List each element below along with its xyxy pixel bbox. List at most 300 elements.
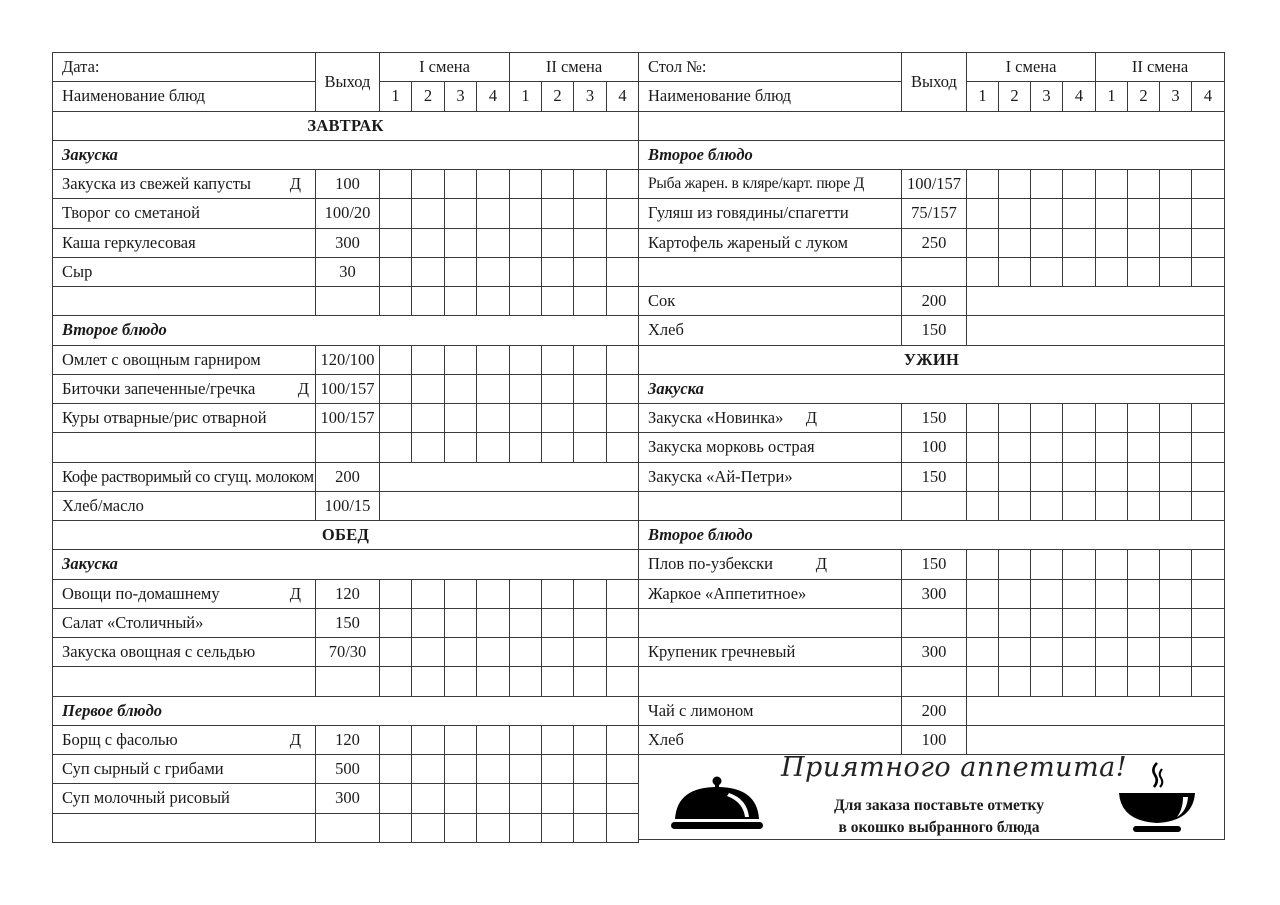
order-checkbox[interactable]	[445, 725, 477, 754]
order-checkbox[interactable]	[1031, 433, 1063, 462]
order-checkbox[interactable]	[1031, 462, 1063, 491]
dish-name-blank[interactable]	[53, 667, 316, 696]
order-checkbox[interactable]	[574, 228, 607, 257]
order-checkbox[interactable]	[1031, 199, 1063, 228]
order-checkbox[interactable]	[477, 813, 510, 842]
order-checkbox[interactable]	[542, 725, 574, 754]
order-checkbox[interactable]	[607, 579, 639, 608]
order-checkbox[interactable]	[477, 784, 510, 813]
order-checkbox[interactable]	[607, 608, 639, 637]
order-checkbox[interactable]	[477, 345, 510, 374]
order-checkbox[interactable]	[967, 462, 999, 491]
order-checkbox[interactable]	[999, 257, 1031, 286]
order-checkbox[interactable]	[510, 404, 542, 433]
order-checkbox[interactable]	[380, 228, 412, 257]
order-checkbox[interactable]	[477, 170, 510, 199]
order-checkbox[interactable]	[412, 725, 445, 754]
order-checkbox[interactable]	[607, 199, 639, 228]
order-checkbox[interactable]	[967, 579, 999, 608]
order-checkbox[interactable]	[380, 404, 412, 433]
order-checkbox[interactable]	[380, 199, 412, 228]
order-checkbox[interactable]	[999, 608, 1031, 637]
dish-name: Омлет с овощным гарниром	[53, 345, 316, 374]
order-checkbox[interactable]	[477, 667, 510, 696]
order-checkbox[interactable]	[1096, 462, 1128, 491]
col-num: 4	[477, 82, 510, 111]
category-first: Первое блюдо	[53, 696, 639, 725]
table-row	[53, 228, 639, 257]
col-num: 2	[412, 82, 445, 111]
order-checkbox[interactable]	[1128, 579, 1160, 608]
dish-output-blank[interactable]	[902, 257, 967, 286]
order-checkbox[interactable]	[1063, 491, 1096, 520]
dish-output: 200	[902, 287, 967, 316]
order-checkbox[interactable]	[445, 638, 477, 667]
order-checkbox[interactable]	[1063, 667, 1096, 696]
order-checkbox[interactable]	[1063, 257, 1096, 286]
col-num: 2	[1128, 82, 1160, 111]
order-checkbox[interactable]	[1160, 199, 1192, 228]
order-checkbox[interactable]	[1031, 228, 1063, 257]
order-checkbox[interactable]	[412, 257, 445, 286]
col-num: 1	[1096, 82, 1128, 111]
order-checkbox[interactable]	[445, 257, 477, 286]
order-checkbox[interactable]	[445, 199, 477, 228]
order-checkbox[interactable]	[999, 199, 1031, 228]
order-hint-line2: в окошко выбранного блюда	[838, 819, 1040, 836]
order-checkbox[interactable]	[477, 228, 510, 257]
order-checkbox[interactable]	[574, 257, 607, 286]
order-checkbox[interactable]	[542, 608, 574, 637]
order-checkbox[interactable]	[1160, 228, 1192, 257]
order-checkbox[interactable]	[445, 287, 477, 316]
order-checkbox[interactable]	[1063, 462, 1096, 491]
dish-name-blank[interactable]	[53, 813, 316, 842]
order-checkbox[interactable]	[607, 784, 639, 813]
order-checkbox[interactable]	[1096, 257, 1128, 286]
order-checkbox[interactable]	[967, 228, 999, 257]
order-checkbox[interactable]	[1063, 579, 1096, 608]
order-checkbox[interactable]	[1031, 404, 1063, 433]
dish-name: Творог со сметаной	[53, 199, 316, 228]
order-checkbox[interactable]	[1031, 550, 1063, 579]
order-checkbox[interactable]	[1096, 550, 1128, 579]
order-checkbox[interactable]	[510, 345, 542, 374]
order-checkbox[interactable]	[542, 667, 574, 696]
order-checkbox[interactable]	[1160, 404, 1192, 433]
order-checkbox[interactable]	[1192, 579, 1225, 608]
order-checkbox[interactable]	[542, 404, 574, 433]
order-checkbox[interactable]	[1096, 170, 1128, 199]
order-checkbox[interactable]	[607, 345, 639, 374]
order-checkbox[interactable]	[510, 287, 542, 316]
order-checkbox[interactable]	[510, 813, 542, 842]
order-checkbox[interactable]	[380, 170, 412, 199]
order-checkbox[interactable]	[412, 813, 445, 842]
dish-output: 150	[902, 462, 967, 491]
col-num: 4	[607, 82, 639, 111]
order-checkbox[interactable]	[1160, 433, 1192, 462]
order-checkbox[interactable]	[510, 170, 542, 199]
order-checkbox[interactable]	[999, 638, 1031, 667]
order-checkbox[interactable]	[1128, 257, 1160, 286]
order-checkbox[interactable]	[1128, 228, 1160, 257]
order-checkbox[interactable]	[1096, 199, 1128, 228]
order-checkbox[interactable]	[574, 579, 607, 608]
order-checkbox[interactable]	[510, 608, 542, 637]
order-checkbox[interactable]	[412, 345, 445, 374]
shift2-header: II смена	[510, 53, 639, 82]
order-checkbox[interactable]	[510, 725, 542, 754]
order-checkbox[interactable]	[967, 638, 999, 667]
dish-name-blank[interactable]	[639, 491, 902, 520]
dish-output-blank[interactable]	[316, 813, 380, 842]
order-checkbox[interactable]	[574, 345, 607, 374]
order-checkbox[interactable]	[1192, 550, 1225, 579]
order-checkbox[interactable]	[445, 667, 477, 696]
order-checkbox[interactable]	[1160, 579, 1192, 608]
order-checkbox[interactable]	[999, 550, 1031, 579]
order-checkbox[interactable]	[1031, 638, 1063, 667]
order-checkbox[interactable]	[380, 813, 412, 842]
order-checkbox[interactable]	[1160, 608, 1192, 637]
order-checkbox[interactable]	[1128, 170, 1160, 199]
order-checkbox[interactable]	[412, 287, 445, 316]
dish-output: 250	[902, 228, 967, 257]
order-checkbox[interactable]	[574, 433, 607, 462]
order-checkbox[interactable]	[574, 608, 607, 637]
order-checkbox[interactable]	[445, 404, 477, 433]
order-checkbox[interactable]	[380, 755, 412, 784]
order-checkbox[interactable]	[967, 404, 999, 433]
order-checkbox[interactable]	[1128, 199, 1160, 228]
cloche-icon	[669, 775, 765, 833]
order-checkbox[interactable]	[477, 725, 510, 754]
order-checkbox[interactable]	[542, 579, 574, 608]
order-checkbox[interactable]	[412, 579, 445, 608]
order-checkbox[interactable]	[607, 667, 639, 696]
order-checkbox[interactable]	[445, 170, 477, 199]
order-checkbox[interactable]	[999, 433, 1031, 462]
order-checkbox[interactable]	[1192, 257, 1225, 286]
order-checkbox[interactable]	[445, 579, 477, 608]
order-checkbox[interactable]	[1063, 550, 1096, 579]
order-checkbox[interactable]	[380, 608, 412, 637]
order-checkbox[interactable]	[542, 784, 574, 813]
order-checkbox[interactable]	[412, 755, 445, 784]
table-row	[639, 579, 1225, 608]
order-checkbox[interactable]	[967, 257, 999, 286]
drink-blank-area	[967, 696, 1225, 725]
order-checkbox[interactable]	[542, 638, 574, 667]
order-checkbox[interactable]	[412, 667, 445, 696]
order-checkbox[interactable]	[1031, 667, 1063, 696]
order-checkbox[interactable]	[1128, 608, 1160, 637]
order-checkbox[interactable]	[1160, 170, 1192, 199]
order-checkbox[interactable]	[510, 667, 542, 696]
order-checkbox[interactable]	[445, 813, 477, 842]
order-checkbox[interactable]	[412, 638, 445, 667]
order-checkbox[interactable]	[477, 287, 510, 316]
order-checkbox[interactable]	[1031, 608, 1063, 637]
order-checkbox[interactable]	[542, 813, 574, 842]
table-row	[639, 462, 1225, 491]
order-checkbox[interactable]	[967, 199, 999, 228]
table-number-label[interactable]: Стол №:	[639, 53, 902, 82]
order-checkbox[interactable]	[574, 813, 607, 842]
order-checkbox[interactable]	[477, 579, 510, 608]
order-checkbox[interactable]	[1096, 638, 1128, 667]
order-checkbox[interactable]	[412, 784, 445, 813]
order-checkbox[interactable]	[445, 374, 477, 403]
order-checkbox[interactable]	[1192, 608, 1225, 637]
order-checkbox[interactable]	[510, 433, 542, 462]
order-checkbox[interactable]	[542, 755, 574, 784]
order-checkbox[interactable]	[1192, 462, 1225, 491]
dish-output-blank[interactable]	[316, 667, 380, 696]
dish-output-blank[interactable]	[902, 667, 967, 696]
order-checkbox[interactable]	[999, 462, 1031, 491]
order-checkbox[interactable]	[1096, 433, 1128, 462]
order-checkbox[interactable]	[1160, 491, 1192, 520]
dish-name: Салат «Столичный»	[53, 608, 316, 637]
order-checkbox[interactable]	[607, 170, 639, 199]
order-checkbox[interactable]	[380, 287, 412, 316]
order-checkbox[interactable]	[999, 404, 1031, 433]
order-checkbox[interactable]	[380, 784, 412, 813]
order-checkbox[interactable]	[1063, 170, 1096, 199]
dish-output-blank[interactable]	[902, 491, 967, 520]
order-checkbox[interactable]	[607, 638, 639, 667]
order-checkbox[interactable]	[412, 170, 445, 199]
order-checkbox[interactable]	[607, 257, 639, 286]
order-checkbox[interactable]	[967, 433, 999, 462]
order-checkbox[interactable]	[412, 608, 445, 637]
order-checkbox[interactable]	[477, 404, 510, 433]
order-checkbox[interactable]	[510, 257, 542, 286]
order-checkbox[interactable]	[607, 755, 639, 784]
order-checkbox[interactable]	[1192, 667, 1225, 696]
order-checkbox[interactable]	[380, 345, 412, 374]
order-checkbox[interactable]	[380, 667, 412, 696]
order-checkbox[interactable]	[574, 199, 607, 228]
order-checkbox[interactable]	[607, 404, 639, 433]
order-checkbox[interactable]	[1096, 491, 1128, 520]
order-checkbox[interactable]	[1063, 638, 1096, 667]
order-checkbox[interactable]	[445, 433, 477, 462]
dish-output: 75/157	[902, 199, 967, 228]
order-checkbox[interactable]	[477, 257, 510, 286]
order-checkbox[interactable]	[607, 374, 639, 403]
dish-name: Жаркое «Аппетитное»	[639, 579, 902, 608]
order-checkbox[interactable]	[477, 374, 510, 403]
dish-name-blank[interactable]	[639, 667, 902, 696]
order-checkbox[interactable]	[1063, 404, 1096, 433]
order-checkbox[interactable]	[542, 345, 574, 374]
order-checkbox[interactable]	[380, 725, 412, 754]
order-checkbox[interactable]	[1128, 667, 1160, 696]
order-checkbox[interactable]	[445, 608, 477, 637]
dish-name-blank[interactable]	[639, 257, 902, 286]
order-checkbox[interactable]	[445, 345, 477, 374]
order-checkbox[interactable]	[542, 433, 574, 462]
order-checkbox[interactable]	[1128, 433, 1160, 462]
order-checkbox[interactable]	[380, 638, 412, 667]
dish-output: 150	[902, 316, 967, 345]
order-checkbox[interactable]	[999, 170, 1031, 199]
order-checkbox[interactable]	[1160, 257, 1192, 286]
soup-bowl-icon	[1117, 759, 1197, 835]
dish-name: Закуска «Ай-Петри»	[639, 462, 902, 491]
table-row	[53, 784, 639, 813]
order-checkbox[interactable]	[542, 257, 574, 286]
order-checkbox[interactable]	[1096, 608, 1128, 637]
order-checkbox[interactable]	[607, 433, 639, 462]
order-checkbox[interactable]	[1031, 491, 1063, 520]
diet-mark: Д	[289, 729, 301, 749]
order-checkbox[interactable]	[1096, 667, 1128, 696]
order-checkbox[interactable]	[574, 755, 607, 784]
order-checkbox[interactable]	[445, 755, 477, 784]
order-checkbox[interactable]	[542, 170, 574, 199]
order-checkbox[interactable]	[445, 784, 477, 813]
order-checkbox[interactable]	[1096, 228, 1128, 257]
order-checkbox[interactable]	[510, 755, 542, 784]
order-checkbox[interactable]	[967, 491, 999, 520]
order-checkbox[interactable]	[380, 579, 412, 608]
order-checkbox[interactable]	[412, 433, 445, 462]
order-checkbox[interactable]	[574, 725, 607, 754]
dish-output-blank[interactable]	[316, 287, 380, 316]
order-checkbox[interactable]	[607, 725, 639, 754]
order-checkbox[interactable]	[1063, 228, 1096, 257]
order-checkbox[interactable]	[542, 374, 574, 403]
table-row-drink	[639, 725, 1225, 754]
order-checkbox[interactable]	[477, 755, 510, 784]
order-checkbox[interactable]	[477, 638, 510, 667]
dish-name-blank[interactable]	[53, 287, 316, 316]
right-menu-table	[638, 52, 1225, 840]
order-checkbox[interactable]	[1192, 199, 1225, 228]
table-row-empty	[53, 433, 639, 462]
order-checkbox[interactable]	[412, 228, 445, 257]
order-checkbox[interactable]	[380, 257, 412, 286]
order-checkbox[interactable]	[510, 784, 542, 813]
order-checkbox[interactable]	[999, 579, 1031, 608]
order-checkbox[interactable]	[999, 667, 1031, 696]
order-checkbox[interactable]	[1031, 257, 1063, 286]
order-checkbox[interactable]	[999, 228, 1031, 257]
order-checkbox[interactable]	[1160, 667, 1192, 696]
order-checkbox[interactable]	[380, 374, 412, 403]
order-checkbox[interactable]	[1128, 404, 1160, 433]
order-checkbox[interactable]	[477, 199, 510, 228]
dish-output-blank[interactable]	[902, 608, 967, 637]
order-checkbox[interactable]	[967, 608, 999, 637]
dish-output: 100/157	[902, 170, 967, 199]
order-checkbox[interactable]	[1192, 491, 1225, 520]
order-checkbox[interactable]	[542, 287, 574, 316]
order-checkbox[interactable]	[412, 199, 445, 228]
dish-name: Биточки запеченные/гречка Д	[53, 374, 316, 403]
meal-title-dinner: УЖИН	[639, 345, 1225, 374]
order-checkbox[interactable]	[477, 608, 510, 637]
order-checkbox[interactable]	[1160, 550, 1192, 579]
order-checkbox[interactable]	[1192, 638, 1225, 667]
order-checkbox[interactable]	[1128, 462, 1160, 491]
order-checkbox[interactable]	[967, 550, 999, 579]
order-checkbox[interactable]	[1192, 170, 1225, 199]
order-checkbox[interactable]	[574, 638, 607, 667]
order-checkbox[interactable]	[510, 579, 542, 608]
order-checkbox[interactable]	[574, 784, 607, 813]
order-checkbox[interactable]	[1063, 199, 1096, 228]
dish-name: Закуска из свежей капусты Д	[53, 170, 316, 199]
order-checkbox[interactable]	[1160, 638, 1192, 667]
order-checkbox[interactable]	[1063, 608, 1096, 637]
order-checkbox[interactable]	[574, 404, 607, 433]
order-checkbox[interactable]	[607, 228, 639, 257]
order-checkbox[interactable]	[1128, 638, 1160, 667]
order-checkbox[interactable]	[412, 374, 445, 403]
order-checkbox[interactable]	[1192, 433, 1225, 462]
order-checkbox[interactable]	[510, 638, 542, 667]
order-checkbox[interactable]	[574, 374, 607, 403]
col-num: 3	[1160, 82, 1192, 111]
order-checkbox[interactable]	[477, 433, 510, 462]
order-checkbox[interactable]	[510, 199, 542, 228]
dish-name: Куры отварные/рис отварной	[53, 404, 316, 433]
order-checkbox[interactable]	[542, 199, 574, 228]
order-checkbox[interactable]	[967, 667, 999, 696]
order-checkbox[interactable]	[574, 170, 607, 199]
order-checkbox[interactable]	[1096, 579, 1128, 608]
order-checkbox[interactable]	[1192, 404, 1225, 433]
order-checkbox[interactable]	[1128, 491, 1160, 520]
order-checkbox[interactable]	[380, 433, 412, 462]
order-checkbox[interactable]	[445, 228, 477, 257]
table-row	[639, 433, 1225, 462]
order-checkbox[interactable]	[412, 404, 445, 433]
order-checkbox[interactable]	[607, 287, 639, 316]
category-main: Второе блюдо	[639, 521, 1225, 550]
order-checkbox[interactable]	[607, 813, 639, 842]
order-checkbox[interactable]	[1128, 550, 1160, 579]
order-checkbox[interactable]	[1096, 404, 1128, 433]
dish-name-blank[interactable]	[639, 608, 902, 637]
dish-output: 200	[902, 696, 967, 725]
order-checkbox[interactable]	[1063, 433, 1096, 462]
order-checkbox[interactable]	[1031, 170, 1063, 199]
order-checkbox[interactable]	[510, 228, 542, 257]
order-checkbox[interactable]	[967, 170, 999, 199]
order-checkbox[interactable]	[574, 287, 607, 316]
order-checkbox[interactable]	[574, 667, 607, 696]
order-checkbox[interactable]	[999, 491, 1031, 520]
order-checkbox[interactable]	[1031, 579, 1063, 608]
drink-blank-area	[380, 491, 639, 520]
dish-name-blank[interactable]	[53, 433, 316, 462]
order-checkbox[interactable]	[1192, 228, 1225, 257]
table-row-drink	[53, 491, 639, 520]
category-main: Второе блюдо	[53, 316, 639, 345]
order-checkbox[interactable]	[542, 228, 574, 257]
dish-output: 30	[316, 257, 380, 286]
date-label[interactable]: Дата:	[53, 53, 316, 82]
order-checkbox[interactable]	[1160, 462, 1192, 491]
order-checkbox[interactable]	[510, 374, 542, 403]
dish-output-blank[interactable]	[316, 433, 380, 462]
